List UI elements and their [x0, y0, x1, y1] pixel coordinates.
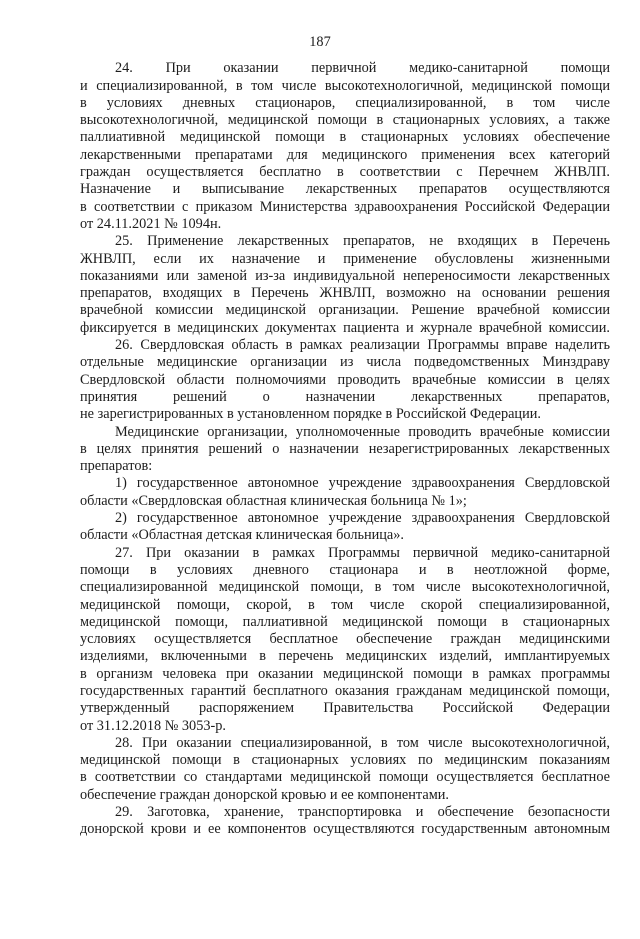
text-line: донорской крови и ее компонентов осуществляются государственным автономным — [80, 821, 610, 838]
text-line: медицинской помощи, скорой, в том числе скорой специализированной, — [80, 596, 610, 613]
text-line: отдельные медицинские организации из числа подведомственных Минздраву — [80, 354, 610, 371]
text-line: лекарственными препаратами для медицинского применения всех категорий — [80, 146, 610, 163]
text-line: ЖНВЛП, если их назначение и применение обусловлены жизненными — [80, 250, 610, 267]
text-line: 29. Заготовка, хранение, транспортировка и обеспечение безопасности — [115, 804, 610, 821]
text-line: изделиями, включенными в перечень медицинских изделий, имплантируемых — [80, 648, 610, 665]
text-line: паллиативной медицинской помощи в стационарных условиях обеспечение — [80, 129, 610, 146]
para-25 — [80, 233, 610, 337]
text-line: в соответствии с приказом Министерства здравоохранения Российской Федерации — [80, 198, 610, 215]
para-26 — [80, 337, 610, 423]
para-27 — [80, 545, 610, 735]
text-line: медицинской помощи, паллиативной медицинской помощи в стационарных — [80, 613, 610, 630]
text-line: Медицинские организации, уполномоченные проводить врачебные комиссии — [115, 423, 610, 440]
text-line: в целях принятия решений о назначении незарегистрированных лекарственных — [80, 440, 610, 457]
document-page — [0, 34, 640, 939]
text-line: специализированной медицинской помощи, в том числе высокотехнологичной, — [80, 579, 610, 596]
text-line: области «Свердловская областная клиническая больница № 1»; — [80, 492, 467, 509]
text-line: помощи в условиях дневного стационара и в неотложной форме, — [80, 561, 610, 578]
text-line: обеспечение граждан донорской кровью и ее компонентами. — [80, 786, 449, 803]
text-line: принятия решений о назначении лекарственных препаратов, — [80, 388, 610, 405]
text-line: 26. Свердловская область в рамках реализации Программы вправе наделить — [115, 337, 610, 354]
page-number: 187 — [309, 34, 331, 50]
text-line: 1) государственное автономное учреждение здравоохранения Свердловской — [115, 475, 610, 492]
text-line: препаратов, входящих в Перечень ЖНВЛП, возможно на основании решения — [80, 285, 610, 302]
text-line: не зарегистрированных в установленном порядке в Российской Федерации. — [80, 406, 541, 423]
document-body — [80, 60, 610, 838]
text-line: 27. При оказании в рамках Программы первичной медико-санитарной — [115, 544, 610, 561]
text-line: 25. Применение лекарственных препаратов, не входящих в Перечень — [115, 233, 610, 250]
para-24 — [80, 60, 610, 233]
text-line: в соответствии со стандартами медицинской помощи осуществляется бесплатное — [80, 769, 610, 786]
text-line: Назначение и выписывание лекарственных препаратов осуществляются — [80, 181, 610, 198]
para-29 — [80, 804, 610, 839]
para-26-continuation — [80, 424, 610, 476]
text-line: 24. При оказании первичной медико-санитарной помощи — [115, 60, 610, 77]
text-line: граждан осуществляется бесплатно в соответствии с Перечнем ЖНВЛП. — [80, 164, 610, 181]
text-line: государственных гарантий бесплатного оказания гражданам медицинской помощи, — [80, 682, 610, 699]
text-line: от 24.11.2021 № 1094н. — [80, 215, 222, 232]
text-line: и специализированной, в том числе высокотехнологичной, медицинской помощи — [80, 77, 610, 94]
text-line: области «Областная детская клиническая больница». — [80, 527, 404, 544]
text-line: медицинской помощи в стационарных условиях по медицинским показаниям — [80, 752, 610, 769]
list-item-2 — [80, 510, 610, 545]
text-line: 28. При оказании специализированной, в том числе высокотехнологичной, — [115, 734, 610, 751]
text-line: препаратов: — [80, 458, 153, 475]
text-line: условиях осуществляется бесплатное обеспечение граждан медицинскими — [80, 631, 610, 648]
text-line: Свердловской области полномочиями проводить врачебные комиссии в целях — [80, 371, 610, 388]
list-item-1 — [80, 475, 610, 510]
text-line: врачебной комиссии медицинской организации. Решение врачебной комиссии — [80, 302, 610, 319]
text-line: в условиях дневных стационаров, специализированной, в том числе — [80, 94, 610, 111]
text-line: в организм человека при оказании медицинской помощи в рамках программы — [80, 665, 610, 682]
text-line: от 31.12.2018 № 3053-р. — [80, 717, 226, 734]
text-line: фиксируется в медицинских документах пациента и журнале врачебной комиссии. — [80, 319, 610, 336]
text-line: высокотехнологичной, медицинской помощи в стационарных условиях, а также — [80, 112, 610, 129]
text-line: 2) государственное автономное учреждение здравоохранения Свердловской — [115, 510, 610, 527]
text-line: показаниями или заменой из-за индивидуальной непереносимости лекарственных — [80, 267, 610, 284]
para-28 — [80, 735, 610, 804]
text-line: утвержденный распоряжением Правительства Российской Федерации — [80, 700, 610, 717]
